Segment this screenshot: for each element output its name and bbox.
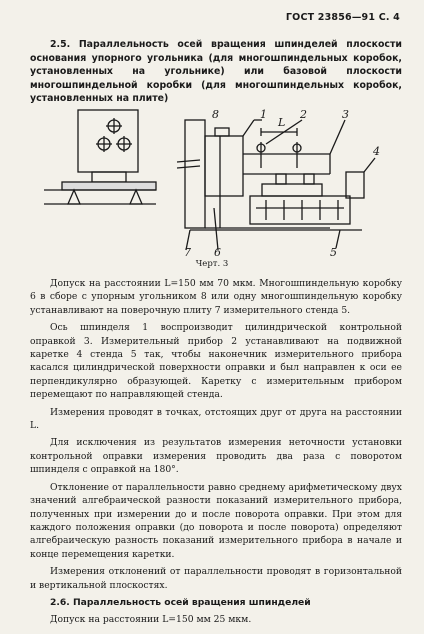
paragraph: Отклонение от параллельности равно среднему арифметическому двух значений алгебраической разности показаний измерительного прибора, полученных при измерении до и после поворота оправки. При этом для каждого положения оправки (до поворота и после поворота) определяют алгебраическую разность показаний измерительного прибора в начале и конце перемещения каретки.	[30, 481, 402, 560]
figure-caption: Черт. 3	[195, 259, 229, 269]
figure-label-L: L	[278, 116, 286, 129]
figure-label-1: 1	[260, 108, 267, 121]
section-2-6-title: 2.6. Параллельность осей вращения шпинделей	[50, 596, 311, 608]
figure-label-2: 2	[300, 108, 307, 121]
paragraph: Ось шпинделя 1 воспроизводит цилиндрической контрольной оправкой 3. Измерительный прибор 2 устанавливают на подвижной каретке 4 стенда 5 так, чтобы наконечник измерительного прибора касался цилиндрической поверхности оправки и был направлен к оси ее перпендикулярно образующей. Каретку с измерительным прибором перемещают по направляющей стенда.	[30, 322, 402, 401]
figure-label-7: 7	[184, 246, 191, 258]
body-text	[30, 277, 402, 631]
paragraph: Допуск на расстоянии L=150 мм 70 мкм. Многошпиндельную коробку 6 в сборе с упорным угольником 8 или одну многошпиндельную коробку устанавливают на поверочную плиту 7 измерительного стенда 5.	[30, 278, 402, 316]
paragraph: Для исключения из результатов измерения неточности установки контрольной оправки измерения проводить два раза с поворотом шпинделя с оправкой на 180°.	[30, 437, 402, 476]
section-2-6-text: Допуск на расстоянии L=150 мм 25 мкм.	[50, 614, 252, 626]
figure-label-6: 6	[214, 246, 221, 258]
paragraph: Измерения проводят в точках, отстоящих друг от друга на расстоянии L.	[30, 406, 402, 432]
paragraph: Измерения отклонений от параллельности проводят в горизонтальной и вертикальной плоскостях.	[30, 566, 402, 591]
figure-drawing	[40, 108, 380, 258]
figure-label-3: 3	[342, 108, 349, 121]
figure-label-5: 5	[330, 246, 337, 258]
figure-label-4: 4	[373, 145, 380, 158]
page-header: ГОСТ 23856—91 С. 4	[285, 12, 400, 23]
section-2-5-title: 2.5. Параллельность осей вращения шпинделей плоскости основания упорного угольника (для многошпиндельных коробок, установленных на угольнике) или базовой плоскости многошпиндельной коробки (для многошпиндельных коробок, установленных на плите)	[30, 39, 402, 105]
figure-label-8: 8	[212, 108, 219, 121]
